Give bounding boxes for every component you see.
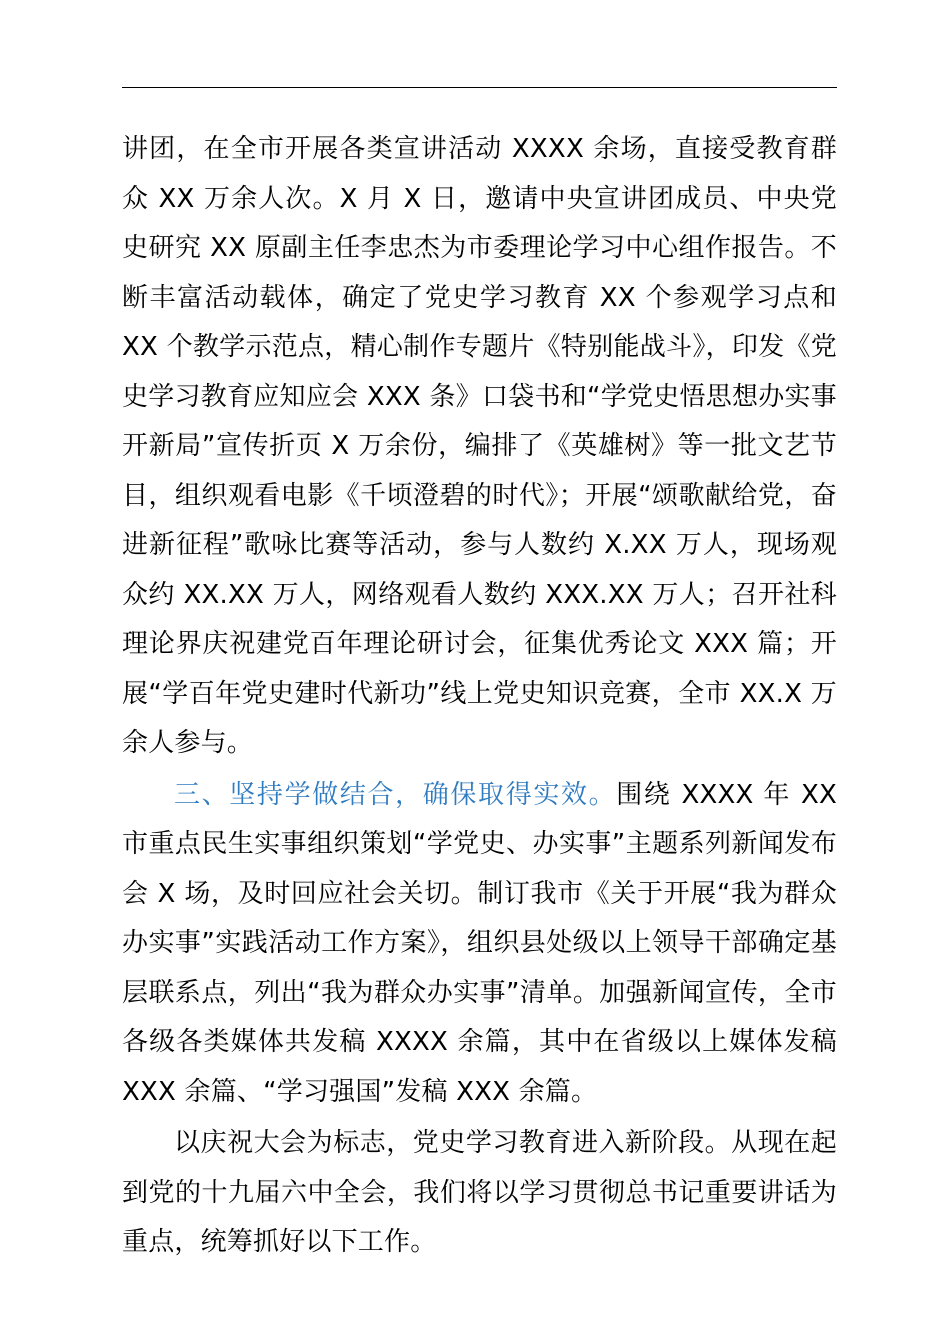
paragraph-2-text: 围绕 XXXX 年 XX 市重点民生实事组织策划“学党史、办实事”主题系列新闻发布会 X 场，及时回应社会关切。制订我市《关于开展“我为群众办实事”实践活动工作方案》，组织县处级以上领导干部确定基层联系点，列出“我为群众办实事”清单。加强新闻宣传，全市各级各类媒体共发稿 XXXX 余篇，其中在省级以上媒体发稿 XXX 余篇、“学习强国”发稿 XXX 余篇。 [122, 779, 837, 1107]
paragraph-3 [122, 1119, 837, 1268]
paragraph-2 [122, 771, 837, 1118]
paragraph-1-text: 讲团，在全市开展各类宣讲活动 XXXX 余场，直接受教育群众 XX 万余人次。X 月 X 日，邀请中央宣讲团成员、中央党史研究 XX 原副主任李忠杰为市委理论学习中心组作报告。不断丰富活动载体，确定了党史学习教育 XX 个参观学习点和 XX 个教学示范点，精心制作专题片《特别能战斗》，印发《党史学习教育应知应会 XXX 条》口袋书和“学党史悟思想办实事开新局”宣传折页 X 万余份，编排了《英雄树》等一批文艺节目，组织观看电影《千顷澄碧的时代》；开展“颂歌献给党，奋进新征程”歌咏比赛等活动，参与人数约 X.XX 万人，现场观众约 XX.XX 万人，网络观看人数约 XXX.XX 万人；召开社科理论界庆祝建党百年理论研讨会，征集优秀论文 XXX 篇；开展“学百年党史建时代新功”线上党史知识竞赛，全市 XX.X 万余人参与。 [122, 134, 837, 758]
section-heading: 三、坚持学做结合，确保取得实效。 [174, 779, 617, 810]
paragraph-3-text: 以庆祝大会为标志，党史学习教育进入新阶段。从现在起到党的十九届六中全会，我们将以学习贯彻总书记重要讲话为重点，统筹抓好以下工作。 [122, 1128, 837, 1257]
paragraph-1 [122, 125, 837, 769]
header-rule [122, 87, 837, 88]
document-body [122, 125, 837, 1268]
